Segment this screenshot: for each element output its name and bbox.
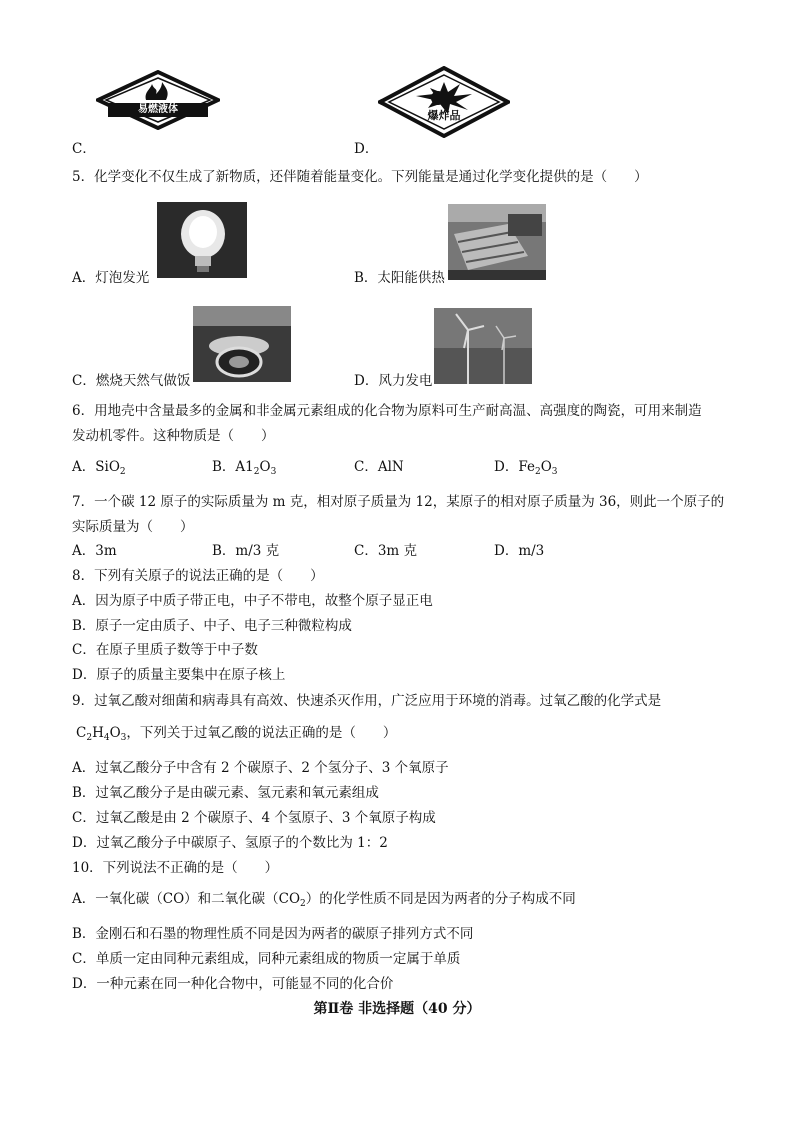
q8-option-c: C．在原子里质子数等于中子数 (72, 642, 258, 658)
q7-stem-line1: 7．一个碳 12 原子的实际质量为 m 克，相对原子质量为 12，某原子的相对原子质量为 36，则此一个原子的 (72, 494, 725, 510)
q9-stem-line1: 9．过氧乙酸对细菌和病毒具有高效、快速杀灭作用，广泛应用于环境的消毒。过氧乙酸的化学式是 (72, 693, 662, 709)
q5-option-c: C．燃烧天然气做饭 (72, 373, 191, 389)
q5-option-a: A．灯泡发光 (72, 270, 150, 286)
q9-formula-h-sub: 4 (103, 733, 110, 743)
q10-a-part1: A．一氧化碳（CO）和二氧化碳（CO (72, 891, 301, 907)
q9-stem-line2 (76, 724, 396, 742)
q9-formula-o-sub: 3 (120, 733, 127, 743)
q6-b-mid: O (259, 459, 271, 475)
q7-option-b: B．m/3 克 (212, 543, 280, 559)
q9-option-b: B．过氧乙酸分子是由碳元素、氢元素和氧元素组成 (72, 785, 379, 801)
q7-stem-line2: 实际质量为（ ） (72, 519, 194, 535)
sign-c-text: 易燃液体 (138, 104, 178, 115)
light-bulb-photo (157, 202, 247, 278)
q6-d-sub2: 3 (551, 467, 558, 477)
q6-stem-line2: 发动机零件。这种物质是（ ） (72, 428, 275, 444)
section-2-title: 第Ⅱ卷 非选择题（40 分） (313, 1001, 481, 1017)
q10-option-a (72, 890, 576, 908)
q7-option-d: D．m/3 (494, 543, 545, 559)
q6-stem-line1: 6．用地壳中含量最多的金属和非金属元素组成的化合物为原料可生产耐高温、高强度的陶瓷，可用来制造 (72, 403, 702, 419)
q9-stem-rest: ，下列关于过氧乙酸的说法正确的是（ ） (126, 725, 397, 741)
q6-a-sub: 2 (119, 467, 126, 477)
q8-option-a: A．因为原子中质子带正电，中子不带电，故整个原子显正电 (72, 593, 433, 609)
q10-a-part2: ）的化学性质不同是因为两者的分子构成不同 (305, 891, 576, 907)
q8-option-d: D．原子的质量主要集中在原子核上 (72, 667, 286, 683)
q5-option-d: D．风力发电 (354, 373, 433, 389)
q8-stem: 8．下列有关原子的说法正确的是（ ） (72, 568, 324, 584)
q5-stem: 5．化学变化不仅生成了新物质，还伴随着能量变化。下列能量是通过化学变化提供的是（ ） (72, 169, 648, 185)
q7-option-a: A．3m (72, 543, 117, 559)
q6-d-sub1: 2 (534, 467, 541, 477)
solar-heating-photo (448, 204, 546, 280)
q10-a-sub: 2 (300, 899, 306, 909)
q10-option-d: D．一种元素在同一种化合物中，可能显不同的化合价 (72, 976, 394, 992)
q9-formula-h: H (92, 725, 104, 741)
q6-b-prefix: B．A1 (212, 459, 254, 475)
sign-d-text: 爆炸品 (427, 109, 461, 122)
q9-formula-o: O (109, 725, 121, 741)
q10-stem: 10．下列说法不正确的是（ ） (72, 860, 279, 876)
q9-formula-c-sub: 2 (86, 733, 93, 743)
q6-b-sub2: 3 (270, 467, 277, 477)
q6-option-b (212, 458, 276, 476)
q6-a-prefix: A．SiO (72, 459, 120, 475)
q10-option-b: B．金刚石和石墨的物理性质不同是因为两者的碳原子排列方式不同 (72, 926, 474, 942)
q6-d-prefix: D．Fe (494, 459, 535, 475)
q10-option-c: C．单质一定由同种元素组成，同种元素组成的物质一定属于单质 (72, 951, 461, 967)
wind-turbine-photo (434, 308, 532, 384)
q9-option-a: A．过氧乙酸分子中含有 2 个碳原子、2 个氢分子、3 个氧原子 (72, 760, 449, 776)
q9-option-d: D．过氧乙酸分子中碳原子、氢原子的个数比为 1：2 (72, 835, 388, 851)
q6-b-sub1: 2 (253, 467, 260, 477)
q6-option-a (72, 458, 126, 476)
q6-option-d (494, 458, 558, 476)
q6-option-c: C．AlN (354, 459, 404, 475)
q8-option-b: B．原子一定由质子、中子、电子三种微粒构成 (72, 618, 352, 634)
q9-option-c: C．过氧乙酸是由 2 个碳原子、4 个氢原子、3 个氧原子构成 (72, 810, 436, 826)
q7-option-c: C．3m 克 (354, 543, 418, 559)
q4-option-c: C． (72, 141, 96, 157)
q6-d-mid: O (540, 459, 552, 475)
q4-option-d: D． (354, 141, 379, 157)
explosive-sign (378, 66, 510, 138)
q5-option-b: B．太阳能供热 (354, 270, 445, 286)
gas-stove-photo (193, 306, 291, 382)
flammable-liquid-sign (96, 70, 220, 130)
q9-formula-c: C (76, 725, 87, 741)
